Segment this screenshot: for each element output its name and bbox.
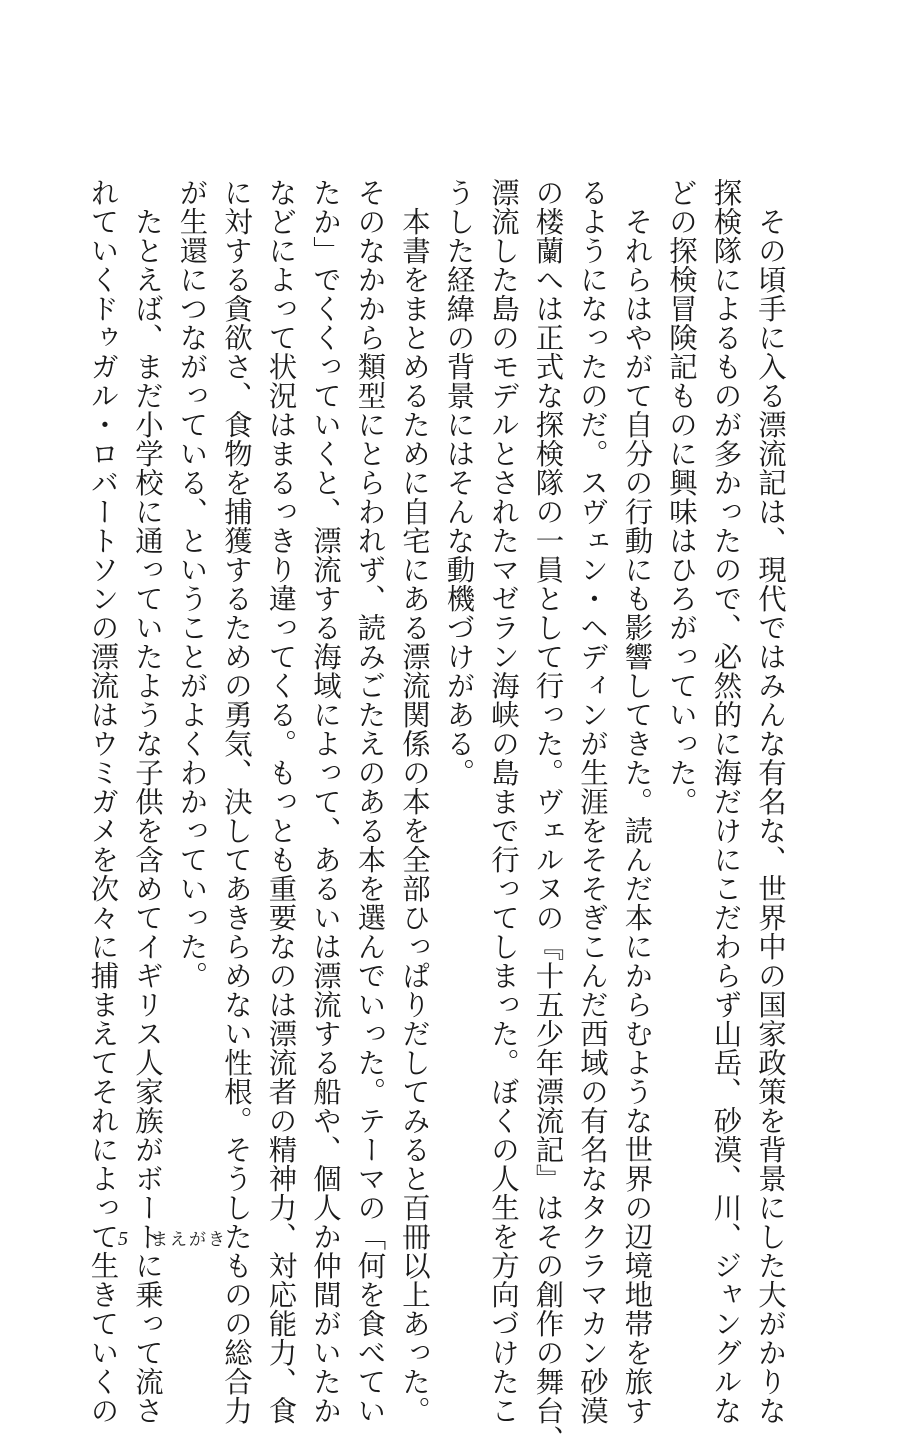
text-line: そのなかから類型にとらわれず、読みごたえのある本を選んでいった。テーマの「何を食べてい <box>353 178 387 1425</box>
text-line: たか」でくくっていくと、漂流する海域によって、あるいは漂流する船や、個人か仲間がいたか <box>309 178 342 1425</box>
text-line: 漂流した島のモデルとされたマゼラン海峡の島まで行ってしまった。ぼくの人生を方向づけたこ <box>487 178 520 1425</box>
text-line: その頃手に入る漂流記は、現代ではみんな有名な、世界中の国家政策を背景にした大がかりな <box>754 178 787 1425</box>
text-line: 探検隊によるものが多かったので、必然的に海だけにこだわらず山岳、砂漠、川、ジャングルな <box>709 178 743 1425</box>
page-footer <box>118 1225 227 1251</box>
text-line: れていくドゥガル・ロバートソンの漂流はウミガメを次々に捕まえてそれによって生きていくの <box>86 178 120 1425</box>
text-line: どの探検冒険記ものに興味はひろがっていった。 <box>665 178 698 816</box>
text-line: たとえば、まだ小学校に通っていたような子供を含めてイギリス人家族がボートに乗って流さ <box>131 178 164 1425</box>
text-line: うした経緯の背景にはそんな動機づけがある。 <box>442 178 476 787</box>
text-line: に対する貪欲さ、食物を捕獲するための勇気、決してあきらめない性根。そうしたものの総合力 <box>220 178 253 1425</box>
text-line: 本書をまとめるために自宅にある漂流関係の本を全部ひっぱりだしてみると百冊以上あった。 <box>398 178 431 1425</box>
text-line: などによって状況はまるっきり違ってくる。もっとも重要なのは漂流者の精神力、対応能力、食 <box>264 178 298 1425</box>
text-line: の楼蘭へは正式な探検隊の一員として行った。ヴェルヌの『十五少年漂流記』はその創作の舞台、 <box>531 178 565 1454</box>
text-line: それらはやがて自分の行動にも影響してきた。読んだ本にからむような世界の辺境地帯を旅す <box>620 178 654 1425</box>
text-line: が生還につながっている、ということがよくわかっていった。 <box>175 178 209 990</box>
page-number: 5 <box>118 1228 128 1250</box>
section-title: まえがき <box>151 1230 227 1250</box>
text-line: るようになったのだ。スヴェン・ヘディンが生涯をそそぎこんだ西域の有名なタクラマカン砂漠 <box>576 178 609 1425</box>
